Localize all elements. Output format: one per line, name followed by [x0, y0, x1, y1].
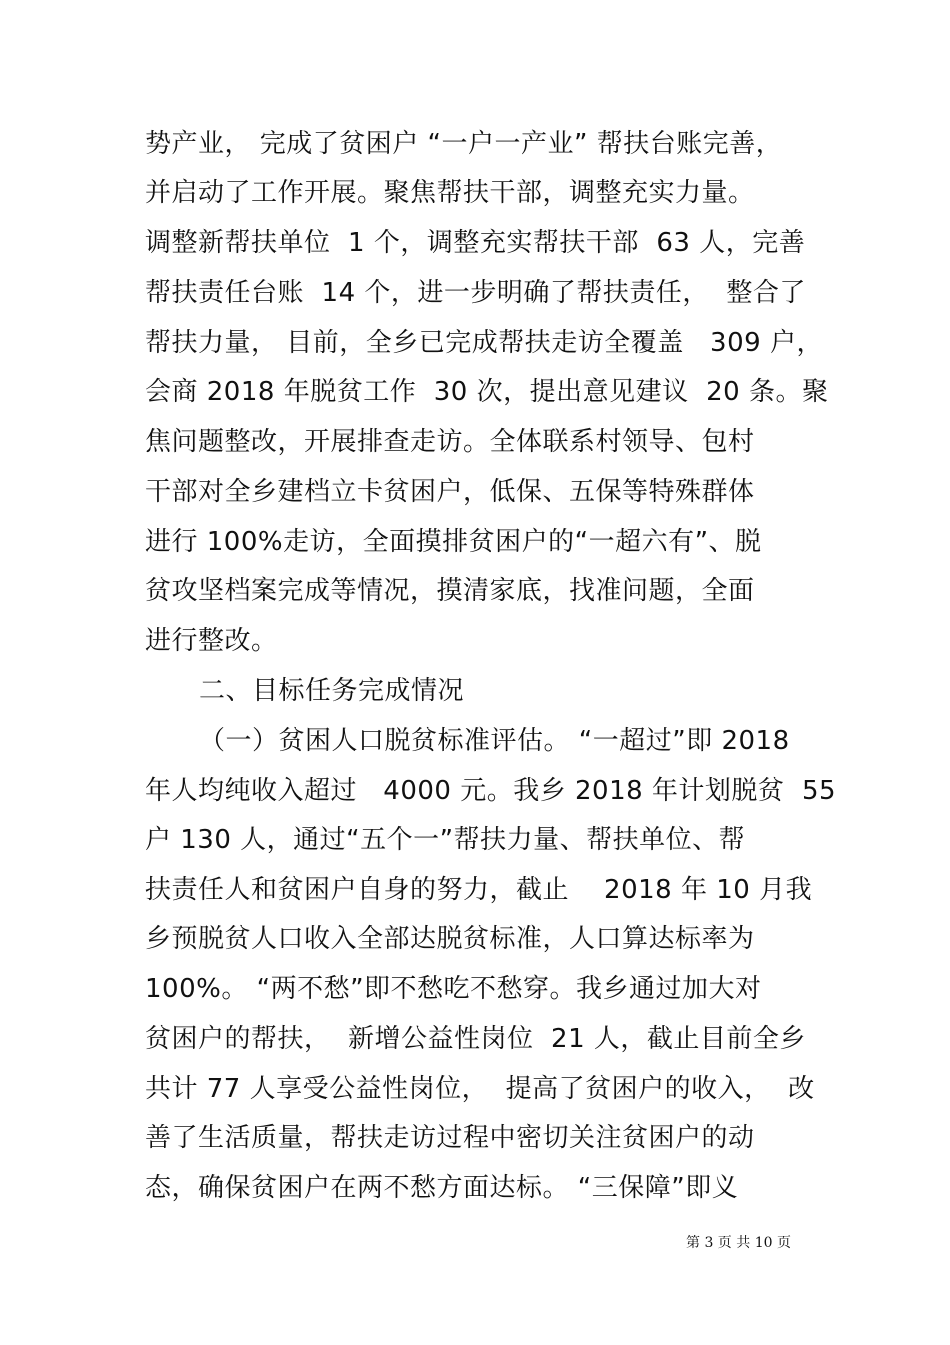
body-text-line: 会商 2018 年脱贫工作 30 次，提出意见建议 20 条。聚: [145, 377, 829, 407]
body-text-line: 干部对全乡建档立卡贫困户，低保、五保等特殊群体: [145, 477, 755, 507]
body-text-line: 帮扶责任台账 14 个，进一步明确了帮扶责任， 整合了: [145, 278, 806, 308]
section-heading: 二、目标任务完成情况: [199, 676, 465, 706]
body-text-line: 势产业， 完成了贫困户 “一户一产业” 帮扶台账完善，: [145, 129, 783, 159]
body-text-line: 100%。 “两不愁”即不愁吃不愁穿。我乡通过加大对: [145, 974, 762, 1004]
body-text-line: 帮扶力量， 目前，全乡已完成帮扶走访全覆盖 309 户，: [145, 328, 823, 358]
body-text-line: 贫困户的帮扶， 新增公益性岗位 21 人，截止目前全乡: [145, 1024, 806, 1054]
body-text-line: 户 130 人，通过“五个一”帮扶力量、帮扶单位、帮: [145, 825, 746, 855]
body-text-line: 调整新帮扶单位 1 个，调整充实帮扶干部 63 人，完善: [145, 228, 806, 258]
body-text-line: 焦问题整改，开展排查走访。全体联系村领导、包村: [145, 427, 755, 457]
subsection-heading-line: （一）贫困人口脱贫标准评估。 “一超过”即 2018: [199, 726, 790, 756]
body-text-line: 进行整改。: [145, 626, 278, 656]
body-text-line: 共计 77 人享受公益性岗位， 提高了贫困户的收入， 改: [145, 1074, 815, 1104]
body-text-line: 态，确保贫困户在两不愁方面达标。 “三保障”即义: [145, 1173, 739, 1203]
body-text-line: 进行 100%走访，全面摸排贫困户的“一超六有”、脱: [145, 527, 762, 557]
body-text-line: 乡预脱贫人口收入全部达脱贫标准，人口算达标率为: [145, 924, 755, 954]
page-number-footer: 第 3 页 共 10 页: [686, 1235, 791, 1251]
body-text-line: 年人均纯收入超过 4000 元。我乡 2018 年计划脱贫 55: [145, 776, 837, 806]
body-text-line: 并启动了工作开展。聚焦帮扶干部，调整充实力量。: [145, 178, 755, 208]
body-text-line: 善了生活质量，帮扶走访过程中密切关注贫困户的动: [145, 1123, 755, 1153]
body-text-line: 扶责任人和贫困户自身的努力，截止 2018 年 10 月我: [145, 875, 813, 905]
body-text-line: 贫攻坚档案完成等情况，摸清家底，找准问题，全面: [145, 576, 755, 606]
